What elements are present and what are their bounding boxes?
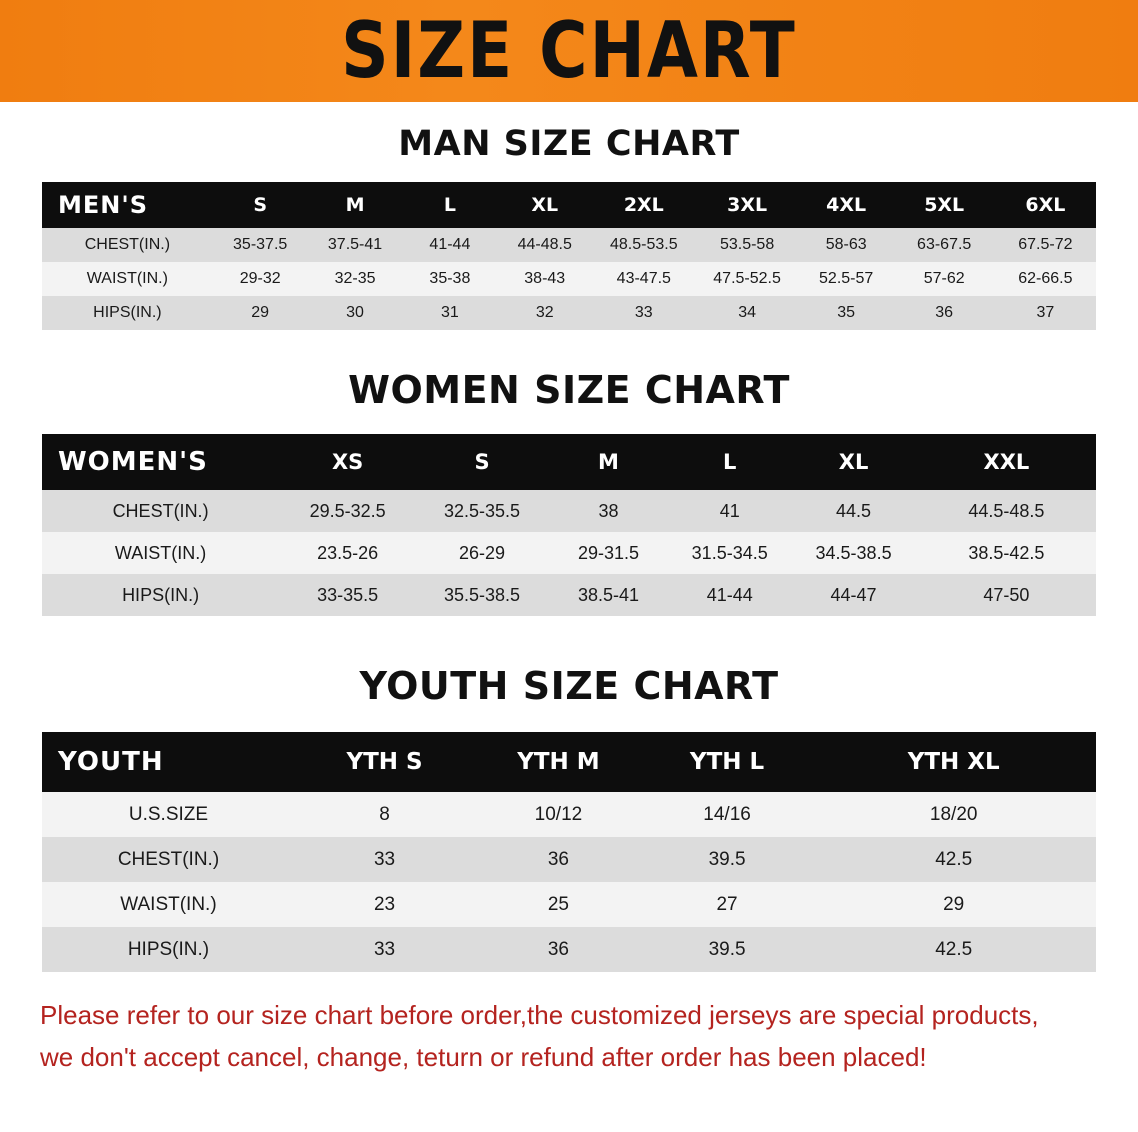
man-cell-0-7: 63-67.5 (894, 228, 995, 262)
women-cell-2-2: 38.5-41 (548, 574, 669, 616)
women-col-header-4: XL (838, 450, 869, 474)
youth-row-label-1: CHEST(IN.) (42, 837, 295, 882)
man-cell-2-1: 30 (308, 296, 403, 330)
man-cell-2-3: 32 (497, 296, 592, 330)
page-banner (0, 0, 1138, 102)
youth-col-header-0: YTH S (346, 749, 423, 775)
man-size-table (42, 182, 1096, 330)
man-table-header (42, 182, 1096, 228)
youth-table-body (42, 792, 1096, 972)
man-cell-2-0: 29 (213, 296, 308, 330)
youth-cell-3-1: 36 (474, 927, 643, 972)
man-col-header-0: S (253, 194, 267, 216)
women-cell-1-3: 31.5-34.5 (669, 532, 790, 574)
table-row (42, 732, 1096, 792)
man-cell-0-1: 37.5-41 (308, 228, 403, 262)
man-row-label-0: CHEST(IN.) (42, 228, 213, 262)
women-cell-0-3: 41 (669, 490, 790, 532)
women-cell-1-4: 34.5-38.5 (790, 532, 916, 574)
man-cell-0-4: 48.5-53.5 (592, 228, 695, 262)
women-table-body (42, 490, 1096, 616)
women-cell-1-1: 26-29 (416, 532, 548, 574)
table-row (42, 228, 1096, 262)
man-section-heading: MAN SIZE CHART (398, 124, 740, 164)
man-cell-1-1: 32-35 (308, 262, 403, 296)
youth-col-header-1: YTH M (517, 749, 600, 775)
table-row (42, 296, 1096, 330)
man-cell-2-5: 34 (695, 296, 798, 330)
man-col-header-2: L (443, 194, 456, 216)
man-cell-1-0: 29-32 (213, 262, 308, 296)
man-col-header-7: 5XL (924, 194, 965, 216)
women-cell-0-0: 29.5-32.5 (279, 490, 416, 532)
man-cell-0-5: 53.5-58 (695, 228, 798, 262)
footer-note-line-2: we don't accept cancel, change, teturn or refund after order has been placed! (40, 1042, 927, 1073)
man-cell-0-2: 41-44 (402, 228, 497, 262)
women-cell-2-3: 41-44 (669, 574, 790, 616)
youth-cell-1-1: 36 (474, 837, 643, 882)
youth-table-header (42, 732, 1096, 792)
women-row-label-0: CHEST(IN.) (42, 490, 279, 532)
women-cell-0-1: 32.5-35.5 (416, 490, 548, 532)
youth-cell-0-0: 8 (295, 792, 474, 837)
youth-cell-0-2: 14/16 (643, 792, 812, 837)
youth-cell-1-0: 33 (295, 837, 474, 882)
youth-corner-label: YOUTH (58, 747, 164, 777)
youth-size-table (42, 732, 1096, 972)
youth-section-heading: YOUTH SIZE CHART (359, 664, 779, 708)
man-cell-1-2: 35-38 (402, 262, 497, 296)
man-cell-0-0: 35-37.5 (213, 228, 308, 262)
man-row-label-1: WAIST(IN.) (42, 262, 213, 296)
man-col-header-3: XL (531, 194, 559, 216)
women-size-table (42, 434, 1096, 616)
women-cell-2-0: 33-35.5 (279, 574, 416, 616)
women-cell-1-5: 38.5-42.5 (917, 532, 1096, 574)
youth-cell-1-3: 42.5 (811, 837, 1096, 882)
youth-cell-3-3: 42.5 (811, 927, 1096, 972)
footer-note (40, 994, 1098, 1078)
youth-cell-0-3: 18/20 (811, 792, 1096, 837)
man-cell-1-8: 62-66.5 (995, 262, 1096, 296)
table-row (42, 882, 1096, 927)
man-table-wrapper (42, 182, 1096, 330)
table-row (42, 182, 1096, 228)
man-cell-2-6: 35 (799, 296, 894, 330)
man-cell-0-6: 58-63 (799, 228, 894, 262)
table-row (42, 574, 1096, 616)
youth-cell-3-2: 39.5 (643, 927, 812, 972)
table-row (42, 532, 1096, 574)
youth-cell-2-1: 25 (474, 882, 643, 927)
table-row (42, 262, 1096, 296)
youth-cell-2-0: 23 (295, 882, 474, 927)
women-cell-2-5: 47-50 (917, 574, 1096, 616)
table-row (42, 792, 1096, 837)
man-cell-1-3: 38-43 (497, 262, 592, 296)
women-col-header-3: L (723, 450, 737, 474)
women-row-label-2: HIPS(IN.) (42, 574, 279, 616)
women-cell-1-2: 29-31.5 (548, 532, 669, 574)
women-cell-0-5: 44.5-48.5 (917, 490, 1096, 532)
man-table-body (42, 228, 1096, 330)
footer-note-line-1: Please refer to our size chart before order,the customized jerseys are special products, (40, 1000, 1039, 1030)
man-cell-1-5: 47.5-52.5 (695, 262, 798, 296)
youth-cell-0-1: 10/12 (474, 792, 643, 837)
women-col-header-2: M (598, 450, 619, 474)
youth-table-wrapper (42, 732, 1096, 972)
man-cell-2-7: 36 (894, 296, 995, 330)
man-cell-2-4: 33 (592, 296, 695, 330)
women-cell-0-2: 38 (548, 490, 669, 532)
table-row (42, 490, 1096, 532)
youth-row-label-0: U.S.SIZE (42, 792, 295, 837)
youth-cell-1-2: 39.5 (643, 837, 812, 882)
table-row (42, 837, 1096, 882)
man-col-header-4: 2XL (623, 194, 664, 216)
man-cell-0-3: 44-48.5 (497, 228, 592, 262)
youth-cell-3-0: 33 (295, 927, 474, 972)
women-col-header-0: XS (331, 450, 364, 474)
youth-cell-2-2: 27 (643, 882, 812, 927)
women-section-heading: WOMEN SIZE CHART (348, 368, 790, 412)
youth-row-label-2: WAIST(IN.) (42, 882, 295, 927)
man-row-label-2: HIPS(IN.) (42, 296, 213, 330)
man-cell-1-7: 57-62 (894, 262, 995, 296)
table-row (42, 927, 1096, 972)
man-col-header-6: 4XL (826, 194, 867, 216)
man-corner-label: MEN'S (58, 191, 148, 219)
women-col-header-5: XXL (983, 450, 1030, 474)
women-row-label-1: WAIST(IN.) (42, 532, 279, 574)
man-cell-0-8: 67.5-72 (995, 228, 1096, 262)
women-cell-2-4: 44-47 (790, 574, 916, 616)
women-col-header-1: S (474, 450, 490, 474)
man-cell-1-4: 43-47.5 (592, 262, 695, 296)
women-table-wrapper (42, 434, 1096, 616)
man-col-header-5: 3XL (727, 194, 768, 216)
women-cell-2-1: 35.5-38.5 (416, 574, 548, 616)
youth-cell-2-3: 29 (811, 882, 1096, 927)
youth-col-header-3: YTH XL (907, 749, 1000, 775)
youth-col-header-2: YTH L (689, 749, 765, 775)
man-cell-2-2: 31 (402, 296, 497, 330)
women-table-header (42, 434, 1096, 490)
man-cell-1-6: 52.5-57 (799, 262, 894, 296)
women-cell-1-0: 23.5-26 (279, 532, 416, 574)
man-cell-2-8: 37 (995, 296, 1096, 330)
man-col-header-8: 6XL (1025, 194, 1066, 216)
women-cell-0-4: 44.5 (790, 490, 916, 532)
table-row (42, 434, 1096, 490)
women-corner-label: WOMEN'S (58, 447, 208, 477)
man-col-header-1: M (345, 194, 365, 216)
page-title: SIZE CHART (341, 4, 797, 96)
youth-row-label-3: HIPS(IN.) (42, 927, 295, 972)
